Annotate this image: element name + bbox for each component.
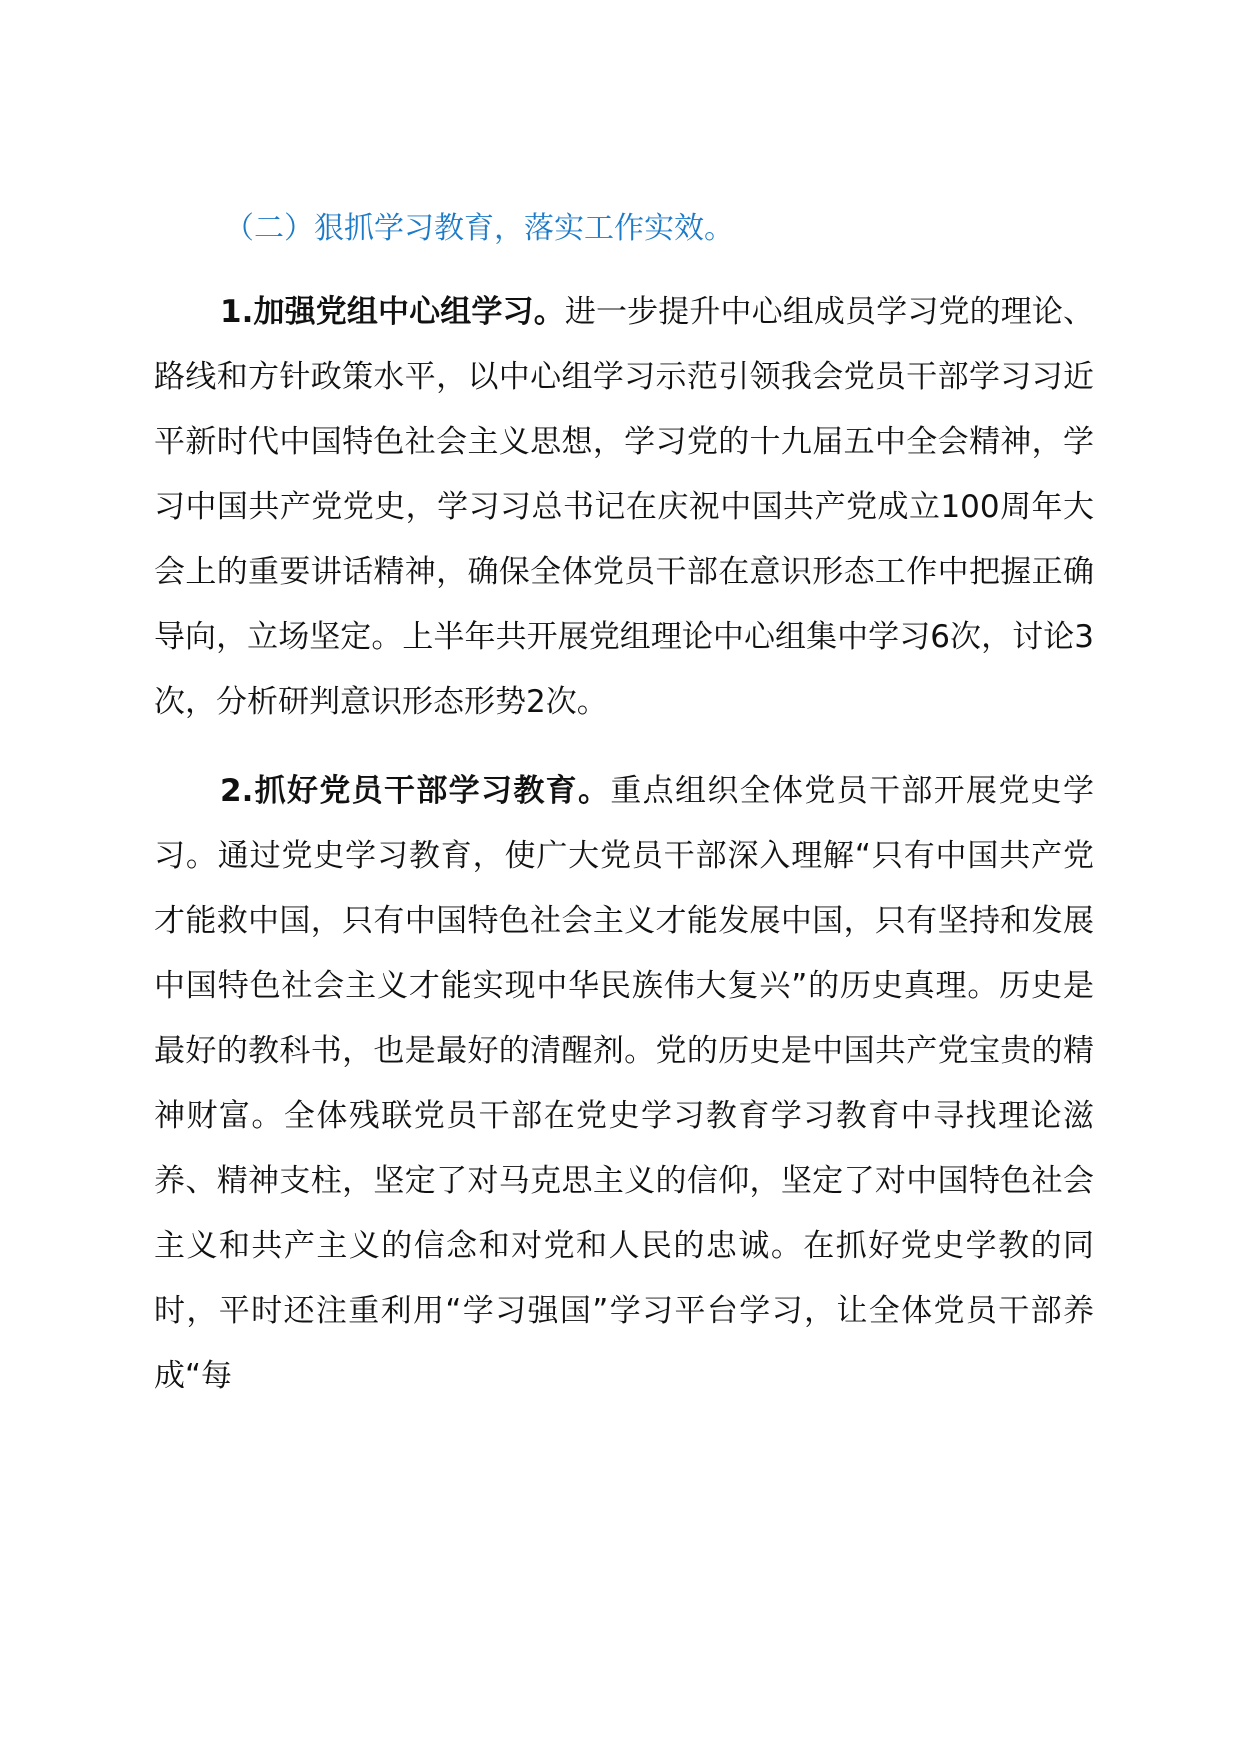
paragraph-1-lead: 1.加强党组中心组学习。	[220, 294, 565, 330]
paragraph-2-lead: 2.抓好党员干部学习教育。	[220, 773, 611, 809]
paragraph-1-body: 进一步提升中心组成员学习党的理论、路线和方针政策水平，以中心组学习示范引领我会党员干部学习习近平新时代中国特色社会主义思想，学习党的十九届五中全会精神，学习中国共产党党史，学习习总书记在庆祝中国共产党成立100周年大会上的重要讲话精神，确保全体党员干部在意识形态工作中把握正确导向，立场坚定。上半年共开展党组理论中心组集中学习6次，讨论3次，分析研判意识形态形势2次。	[154, 294, 1094, 720]
paragraph-2	[154, 759, 1094, 1409]
paragraph-2-body: 重点组织全体党员干部开展党史学习。通过党史学习教育，使广大党员干部深入理解“只有中国共产党才能救中国，只有中国特色社会主义才能发展中国，只有坚持和发展中国特色社会主义才能实现中华民族伟大复兴”的历史真理。历史是最好的教科书，也是最好的清醒剂。党的历史是中国共产党宝贵的精神财富。全体残联党员干部在党史学习教育学习教育中寻找理论滋养、精神支柱，坚定了对马克思主义的信仰，坚定了对中国特色社会主义和共产主义的信念和对党和人民的忠诚。在抓好党史学教的同时，平时还注重利用“学习强国”学习平台学习，让全体党员干部养成“每	[154, 773, 1094, 1394]
paragraph-1	[154, 280, 1094, 735]
document-body	[154, 210, 1094, 1409]
section-heading: （二）狠抓学习教育，落实工作实效。	[224, 211, 734, 246]
